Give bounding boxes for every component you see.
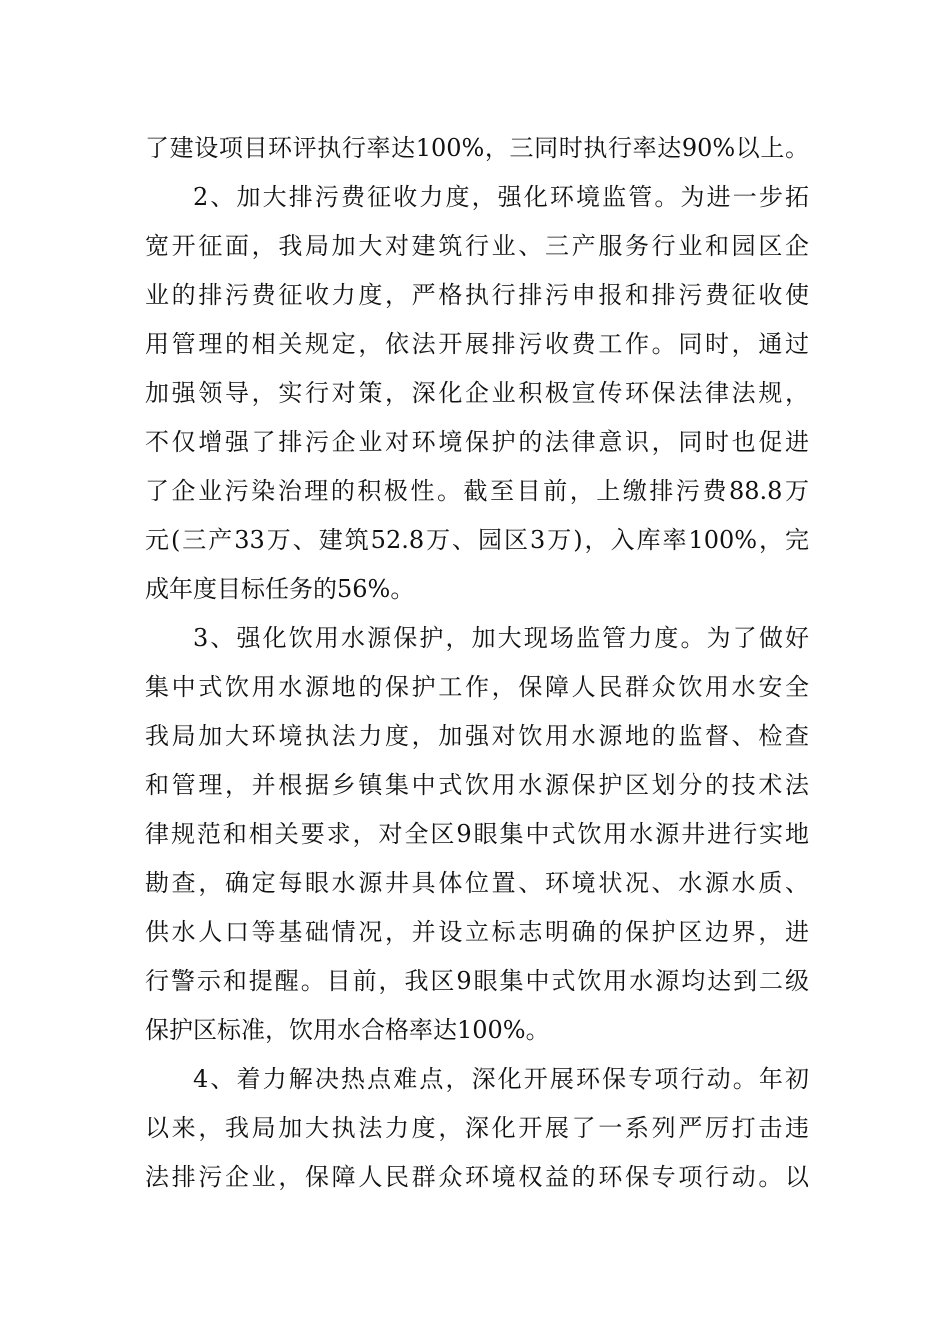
text-line: 成年度目标任务的56%。 [145, 575, 415, 603]
text-line: 集中式饮用水源地的保护工作，保障人民群众饮用水安全 [145, 673, 809, 701]
text-line: 宽开征面，我局加大对建筑行业、三产服务行业和园区企 [145, 232, 809, 260]
text-line: 用管理的相关规定，依法开展排污收费工作。同时，通过 [145, 330, 809, 358]
document-body [145, 124, 809, 1202]
text-line: 业的排污费征收力度，严格执行排污申报和排污费征收使 [145, 281, 809, 309]
text-line: 勘查，确定每眼水源井具体位置、环境状况、水源水质、 [145, 869, 809, 897]
text-line: 加强领导，实行对策，深化企业积极宣传环保法律法规， [145, 379, 809, 407]
text-line: 法排污企业，保障人民群众环境权益的环保专项行动。以 [145, 1163, 809, 1191]
text-line: 保护区标准，饮用水合格率达100%。 [145, 1016, 550, 1044]
text-line: 行警示和提醒。目前，我区9眼集中式饮用水源均达到二级 [145, 967, 809, 995]
text-line: 不仅增强了排污企业对环境保护的法律意识，同时也促进 [145, 428, 809, 456]
text-line: 了企业污染治理的积极性。截至目前，上缴排污费88.8万 [145, 477, 809, 505]
paragraph-2-first-line: 2、加大排污费征收力度，强化环境监管。为进一步拓 [193, 183, 809, 211]
text-line: 了建设项目环评执行率达100%，三同时执行率达90%以上。 [145, 134, 809, 162]
text-line: 我局加大环境执法力度，加强对饮用水源地的监督、检查 [145, 722, 809, 750]
text-line: 元(三产33万、建筑52.8万、园区3万)，入库率100%，完 [145, 526, 809, 554]
text-line: 和管理，并根据乡镇集中式饮用水源保护区划分的技术法 [145, 771, 809, 799]
text-line: 供水人口等基础情况，并设立标志明确的保护区边界，进 [145, 918, 809, 946]
paragraph-4-first-line: 4、着力解决热点难点，深化开展环保专项行动。年初 [193, 1065, 809, 1093]
paragraph-3-first-line: 3、强化饮用水源保护，加大现场监管力度。为了做好 [193, 624, 809, 652]
text-line: 以来，我局加大执法力度，深化开展了一系列严厉打击违 [145, 1114, 809, 1142]
text-line: 律规范和相关要求，对全区9眼集中式饮用水源井进行实地 [145, 820, 809, 848]
